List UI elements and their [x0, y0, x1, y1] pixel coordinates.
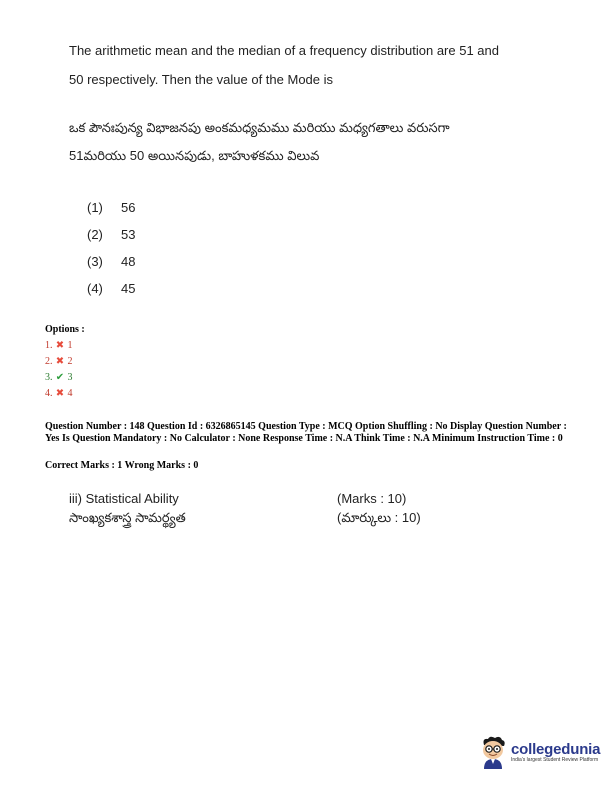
answer-choices [87, 198, 135, 306]
section-marks-telugu: (మార్కులు : 10) [337, 510, 421, 525]
question-telugu-line: 51మరియు 50 అయినపుడు, బాహుళకము విలువ [69, 148, 320, 163]
choice-number: (2) [87, 227, 103, 242]
brand-name: collegedunia [511, 741, 601, 758]
option-index: 2. [45, 356, 53, 367]
choice-2 [87, 225, 135, 252]
options-list [45, 322, 85, 402]
option-item [45, 338, 85, 354]
collegedunia-logo [478, 735, 600, 769]
choice-value: 48 [121, 254, 136, 269]
option-value: 4 [67, 388, 73, 399]
mascot-icon [478, 735, 508, 769]
section-title-telugu: సాంఖ్యకశాస్త్ర సామర్థ్యత [69, 510, 186, 525]
option-item [45, 386, 85, 402]
options-heading: Options : [45, 324, 85, 335]
question-telugu-line: ఒక పౌనఃపున్య విభాజనపు అంకమధ్యమము మరియు మధ్యగతాలు వరుసగా [69, 120, 450, 135]
section-header [69, 489, 489, 527]
section-title-english: iii) Statistical Ability [69, 491, 179, 506]
question-metadata: Question Number : 148 Question Id : 6326865145 Question Type : MCQ Option Shuffling : No Display Question Number : Yes Is Question Mandatory : No Calculator : None Response Time : N.A Think Time : N.A Minimum Instruction Time : 0 [45, 421, 567, 444]
brand-tagline: India's largest Student Review Platform [511, 757, 599, 763]
option-item [45, 354, 85, 370]
marks-info: Correct Marks : 1 Wrong Marks : 0 [45, 460, 199, 471]
option-item [45, 370, 85, 386]
choice-number: (1) [87, 200, 103, 215]
question-english-line: The arithmetic mean and the median of a frequency distribution are 51 and [69, 43, 499, 58]
section-marks-english: (Marks : 10) [337, 491, 407, 506]
option-value: 2 [67, 356, 73, 367]
cross-icon: ✖ [55, 356, 65, 367]
choice-3 [87, 252, 135, 279]
option-index: 3. [45, 372, 53, 383]
cross-icon: ✖ [55, 388, 65, 399]
question-english [69, 36, 549, 94]
check-icon: ✔ [55, 372, 65, 383]
option-value: 3 [67, 372, 73, 383]
choice-number: (3) [87, 254, 103, 269]
choice-value: 53 [121, 227, 136, 242]
choice-4 [87, 279, 135, 306]
choice-value: 56 [121, 200, 136, 215]
option-index: 4. [45, 388, 53, 399]
choice-number: (4) [87, 281, 103, 296]
choice-value: 45 [121, 281, 136, 296]
option-value: 1 [67, 340, 73, 351]
question-english-line: 50 respectively. Then the value of the Mode is [69, 72, 334, 87]
choice-1 [87, 198, 135, 225]
option-index: 1. [45, 340, 53, 351]
question-telugu [69, 114, 569, 170]
cross-icon: ✖ [55, 340, 65, 351]
